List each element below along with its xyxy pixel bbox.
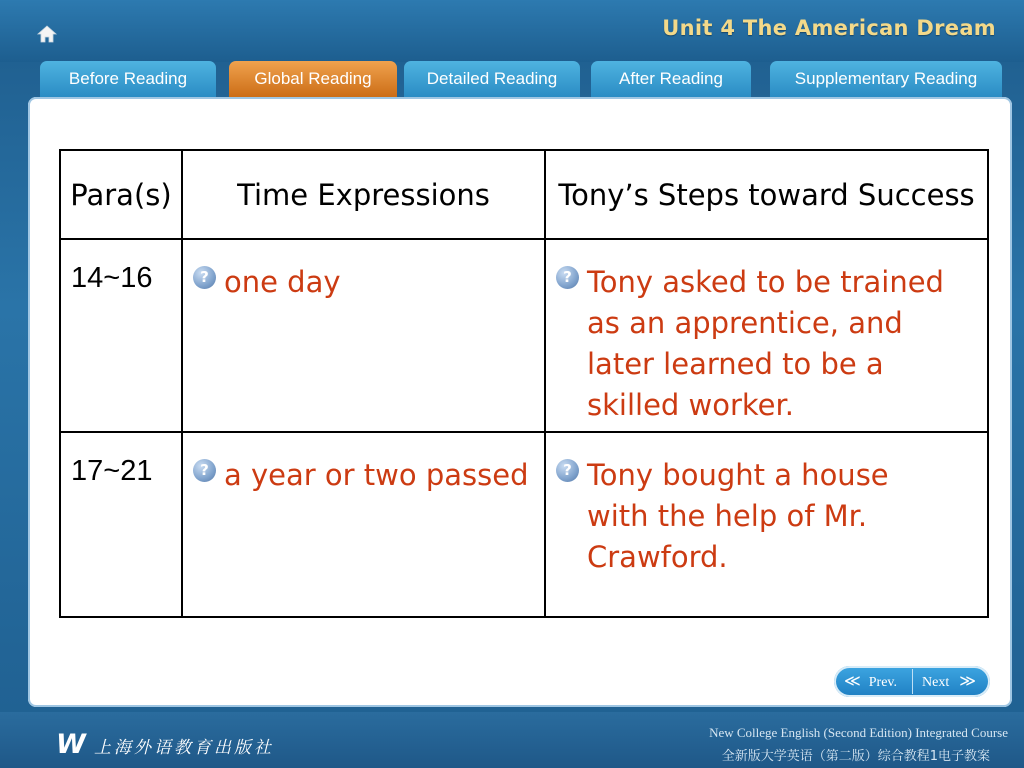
time-expression: one day bbox=[224, 265, 341, 299]
time-expression: a year or two passed bbox=[224, 458, 529, 492]
step-cell bbox=[545, 432, 988, 617]
course-title-english: New College English (Second Edition) Integrated Course bbox=[709, 725, 1008, 740]
double-chevron-left-icon: ≪ bbox=[844, 673, 861, 690]
step-cell bbox=[545, 239, 988, 432]
tab-after-reading[interactable]: After Reading bbox=[591, 61, 751, 97]
publisher-logo: W bbox=[56, 729, 82, 760]
para-cell bbox=[60, 239, 182, 432]
table-row bbox=[60, 432, 988, 617]
tab-before-reading[interactable]: Before Reading bbox=[40, 61, 216, 97]
page-navigation bbox=[834, 666, 990, 697]
para-cell bbox=[60, 432, 182, 617]
home-icon[interactable] bbox=[36, 24, 58, 44]
para-number: 14~16 bbox=[71, 262, 153, 294]
top-bar bbox=[0, 0, 1024, 62]
tab-detailed-reading[interactable]: Detailed Reading bbox=[404, 61, 580, 97]
step-text: Tony bought a house with the help of Mr. Crawford. bbox=[587, 458, 889, 574]
publisher-name: 上海外语教育出版社 bbox=[94, 738, 274, 758]
time-cell bbox=[182, 432, 545, 617]
question-mark-icon[interactable]: ? bbox=[556, 459, 579, 482]
prev-label: Prev. bbox=[868, 675, 898, 690]
question-mark-icon[interactable]: ? bbox=[193, 459, 216, 482]
next-button[interactable] bbox=[922, 666, 976, 697]
table-row bbox=[60, 239, 988, 432]
double-chevron-right-icon: ≫ bbox=[959, 673, 976, 690]
tab-global-reading[interactable]: Global Reading bbox=[229, 61, 397, 97]
next-label: Next bbox=[922, 675, 950, 690]
header-para: Para(s) bbox=[60, 150, 182, 239]
question-mark-icon[interactable]: ? bbox=[556, 266, 579, 289]
nav-divider bbox=[912, 669, 913, 694]
table-header-row bbox=[60, 150, 988, 239]
tab-supplementary-reading[interactable]: Supplementary Reading bbox=[770, 61, 1002, 97]
header-time-expressions: Time Expressions bbox=[182, 150, 545, 239]
step-text: Tony asked to be trained as an apprentice, and later learned to be a skilled worker. bbox=[587, 265, 944, 422]
course-title-chinese: 全新版大学英语（第二版）综合教程1电子教案 bbox=[721, 749, 990, 764]
steps-table bbox=[59, 149, 989, 618]
para-number: 17~21 bbox=[71, 455, 153, 487]
question-mark-icon[interactable]: ? bbox=[193, 266, 216, 289]
header-steps: Tony’s Steps toward Success bbox=[545, 150, 988, 239]
time-cell bbox=[182, 239, 545, 432]
unit-title: Unit 4 The American Dream bbox=[662, 16, 996, 40]
prev-button[interactable] bbox=[844, 666, 897, 697]
